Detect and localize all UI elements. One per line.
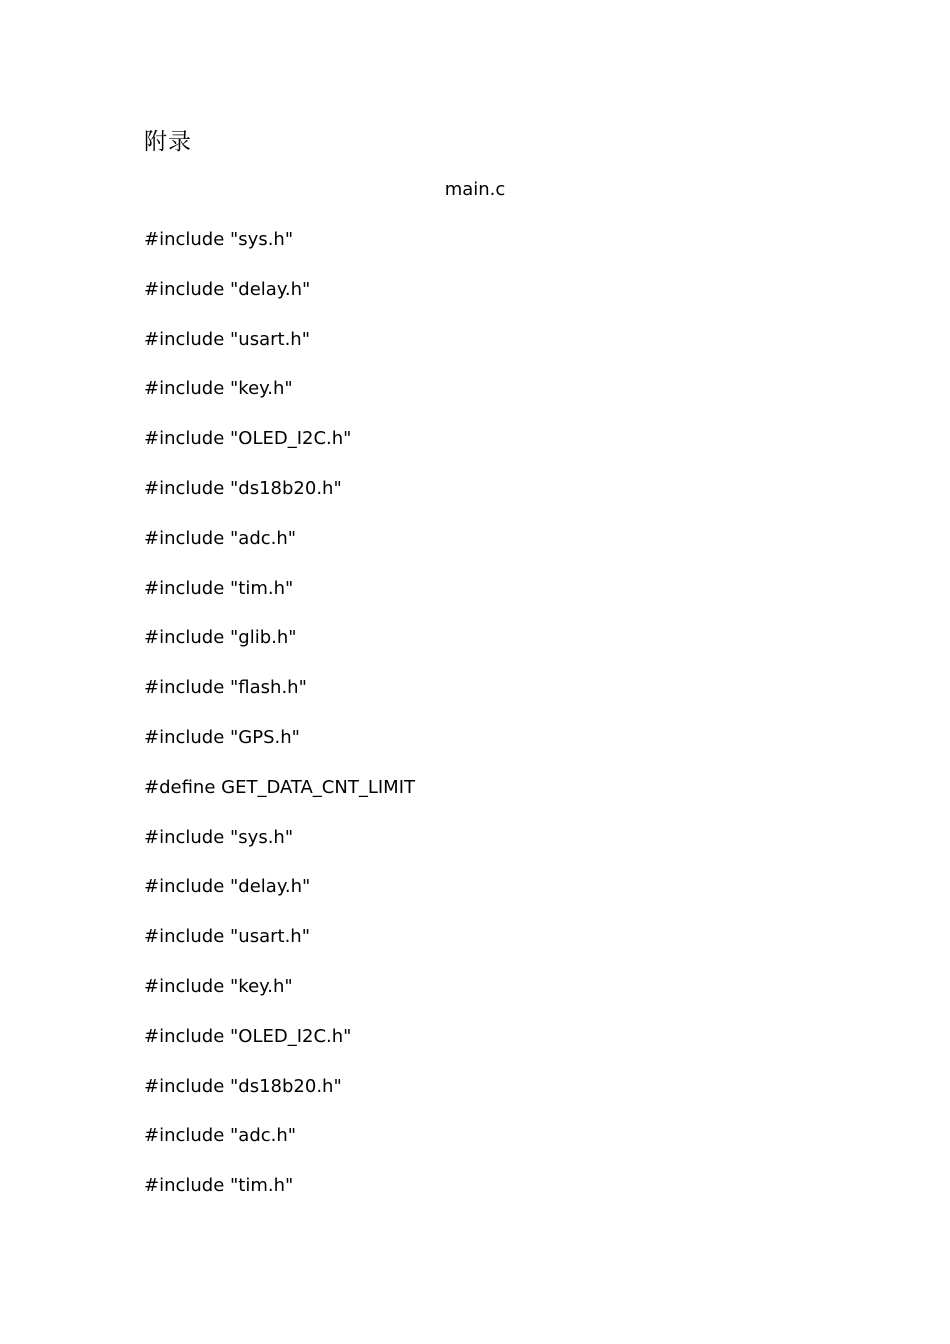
code-line: #include "GPS.h" <box>144 726 300 748</box>
appendix-heading: 附录 <box>144 129 192 155</box>
code-line: #include "tim.h" <box>144 1175 294 1197</box>
code-line: #include "tim.h" <box>144 577 294 599</box>
code-line: #include "flash.h" <box>144 677 307 699</box>
code-line: #include "ds18b20.h" <box>144 477 342 499</box>
code-line: #include "adc.h" <box>144 527 297 549</box>
code-line: #include "OLED_I2C.h" <box>144 1025 352 1047</box>
code-line: #include "sys.h" <box>144 229 294 250</box>
code-line: #include "delay.h" <box>144 278 311 300</box>
code-line: #include "glib.h" <box>144 627 297 649</box>
code-line: #include "sys.h" <box>144 826 294 848</box>
code-line: #include "usart.h" <box>144 926 310 948</box>
code-line: #include "usart.h" <box>144 328 310 350</box>
code-line: #include "key.h" <box>144 975 293 997</box>
code-line: #include "adc.h" <box>144 1125 297 1147</box>
code-line: #include "delay.h" <box>144 876 311 898</box>
code-line: #define GET_DATA_CNT_LIMIT <box>144 776 416 798</box>
code-listing <box>144 226 415 1222</box>
code-line: #include "ds18b20.h" <box>144 1075 342 1097</box>
file-title: main.c <box>444 179 506 200</box>
code-line: #include "OLED_I2C.h" <box>144 428 352 450</box>
code-line: #include "key.h" <box>144 378 293 400</box>
